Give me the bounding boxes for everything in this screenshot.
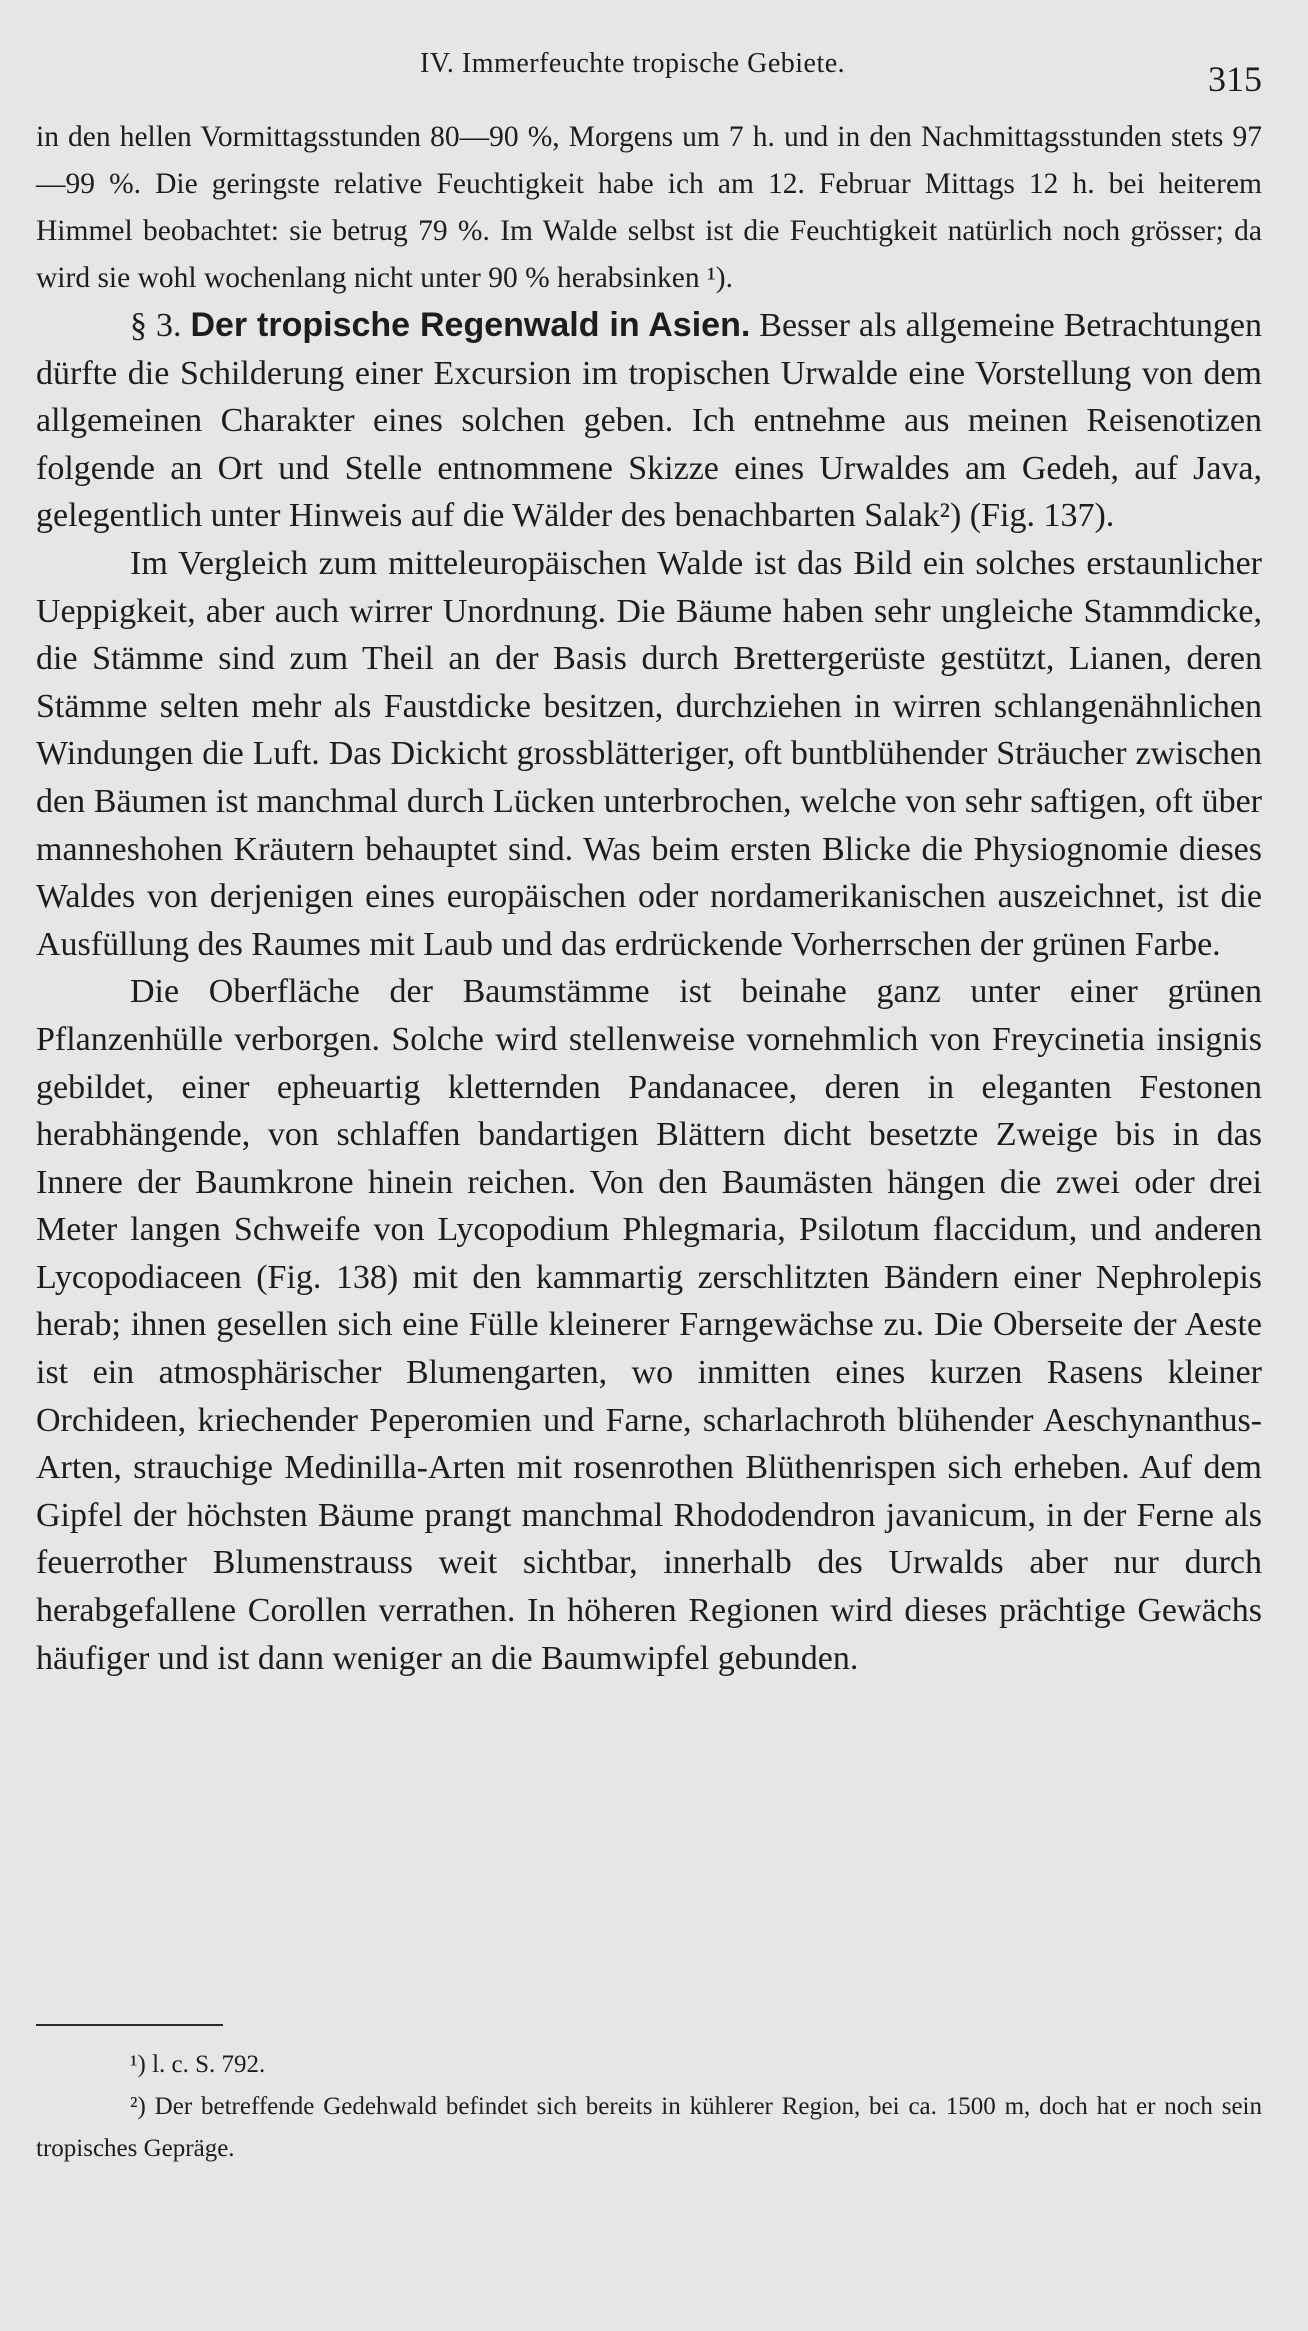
footnote-divider	[36, 2024, 223, 2026]
paragraph: Die Oberfläche der Baumstämme ist beinahe ganz unter einer grünen Pflanzenhülle verborgen. Solche wird stellenweise vornehmlich von Freycinetia insignis gebildet, einer epheuartig kletternden Pandanacee, deren in eleganten Festonen herabhängende, von schlaffen bandartigen Blättern dicht besetzte Zweige bis in das Innere der Baumkrone hinein reichen. Von den Baumästen hängen die zwei oder drei Meter langen Schweife von Lycopodium Phlegmaria, Psilotum flaccidum, und anderen Lycopodiaceen (Fig. 138) mit den kammartig zerschlitzten Bändern einer Nephrolepis herab; ihnen gesellen sich eine Fülle kleinerer Farngewächse zu. Die Oberseite der Aeste ist ein atmosphärischer Blumengarten, wo inmitten eines kurzen Rasens kleiner Orchideen, kriechender Peperomien und Farne, scharlachroth blühender Aeschynanthus-Arten, strauchige Medinilla-Arten mit rosenrothen Blüthenrispen sich erheben. Auf dem Gipfel der höchsten Bäume prangt manchmal Rhododendron javanicum, in der Ferne als feuerrother Blumenstrauss weit sichtbar, innerhalb des Urwalds aber nur durch herabgefallene Corollen verrathen. In höheren Regionen wird dieses prächtige Gewächs häufiger und ist dann weniger an die Baumwipfel gebunden.	[36, 973, 1262, 1677]
body-text	[36, 114, 1262, 1682]
main-block	[36, 302, 1262, 1682]
section-paragraph	[36, 302, 1262, 540]
footnote: ¹) l. c. S. 792.	[130, 2051, 266, 2078]
page-header	[0, 48, 1308, 108]
section-intro: Besser als allgemeine Betrachtungen dürfte die Schilderung einer Excursion im tropischen Urwalde eine Vorstellung von dem allgemeinen Charakter eines solchen geben. Ich entnehme aus meinen Reisenotizen folgende an Ort und Stelle entnommene Skizze eines Urwaldes am Gedeh, auf Java, gelegentlich unter Hinweis auf die Wälder des benachbarten Salak²) (Fig. 137).	[36, 307, 1262, 535]
running-title: IV. Immerfeuchte tropische Gebiete.	[420, 48, 846, 79]
section-number: § 3.	[130, 307, 182, 344]
continuation-paragraph: in den hellen Vormittagsstunden 80—90 %, Morgens um 7 h. und in den Nachmittagsstunden stets 97—99 %. Die geringste relative Feuchtigkeit habe ich am 12. Februar Mittags 12 h. bei heiterem Himmel beobachtet: sie betrug 79 %. Im Walde selbst ist die Feuchtigkeit natürlich noch grösser; da wird sie wohl wochenlang nicht unter 90 % herabsinken ¹).	[36, 121, 1262, 294]
page-number: 315	[1208, 59, 1262, 99]
section-title: Der tropische Regenwald in Asien.	[190, 306, 751, 344]
footnote: ²) Der betreffende Gedehwald befindet sich bereits in kühlerer Region, bei ca. 1500 m, doch hat er noch sein tropisches Gepräge.	[36, 2093, 1262, 2162]
footnotes	[36, 2044, 1262, 2170]
continuation-block	[36, 114, 1262, 302]
paragraph: Im Vergleich zum mitteleuropäischen Walde ist das Bild ein solches erstaunlicher Ueppigkeit, aber auch wirrer Unordnung. Die Bäume haben sehr ungleiche Stammdicke, die Stämme sind zum Theil an der Basis durch Brettergerüste gestützt, Lianen, deren Stämme selten mehr als Faustdicke besitzen, durchziehen in wirren schlangenähnlichen Windungen die Luft. Das Dickicht grossblätteriger, oft buntblühender Sträucher zwischen den Bäumen ist manchmal durch Lücken unterbrochen, welche von sehr saftigen, oft über manneshohen Kräutern behauptet sind. Was beim ersten Blicke die Physiognomie dieses Waldes von derjenigen eines europäischen oder nordamerikanischen auszeichnet, ist die Ausfüllung des Raumes mit Laub und das erdrückende Vorherrschen der grünen Farbe.	[36, 544, 1262, 963]
